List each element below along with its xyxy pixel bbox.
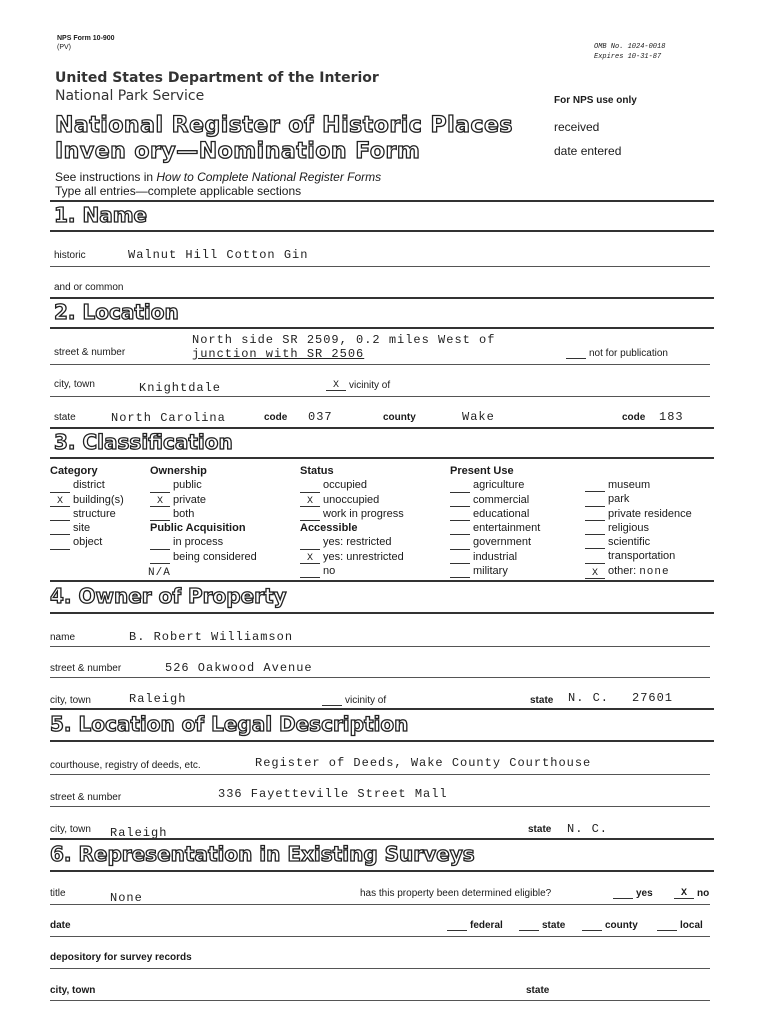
not-for-publication: not for publication [566,348,668,359]
present-use-column-1 [450,464,540,578]
checkbox-private[interactable]: X private [150,493,257,507]
public-acquisition-heading: Public Acquisition [150,522,246,535]
historic-name-value: Walnut Hill Cotton Gin [128,248,309,262]
owner-vicinity: vicinity of [322,695,386,706]
status-heading: Status [300,465,334,477]
category-column [50,464,124,550]
present-use-heading: Present Use [450,465,514,477]
divider [50,580,714,582]
owner-street-value: 526 Oakwood Avenue [165,661,313,675]
level-county[interactable]: county [582,920,638,931]
level-local[interactable]: local [657,920,703,931]
courthouse-value: Register of Deeds, Wake County Courthouse [255,756,592,770]
omb-number: OMB No. 1024-0018 [594,43,666,51]
state-code-value: 037 [308,410,333,424]
section-2-title: 2. Location [54,300,179,324]
level-state[interactable]: state [519,920,565,931]
county-value: Wake [462,410,495,424]
form-title-1: National Register of Historic Places [55,113,514,138]
checkbox-industrial[interactable]: industrial [450,550,540,564]
checkbox-site[interactable]: site [50,521,124,535]
survey-city-label: city, town [50,985,96,996]
checkbox-educational[interactable]: educational [450,507,540,521]
field-line [50,936,710,937]
city-value: Knightdale [139,381,222,395]
field-line [50,904,710,905]
checkbox-district[interactable]: district [50,478,124,492]
agency-department: United States Department of the Interior [55,70,379,86]
street-line-2-value: junction with SR 2506 [192,347,365,361]
checkbox-park[interactable]: park [585,492,692,506]
divider [50,200,714,202]
field-line [50,646,710,647]
section-3-title: 3. Classification [54,430,233,454]
owner-city-value: Raleigh [129,692,187,706]
nps-use-only: For NPS use only [554,95,637,106]
survey-title-label: title [50,888,66,899]
field-line [50,396,710,397]
divider [50,612,714,614]
legal-state-value: N. C. [567,822,609,836]
code-label: code [264,412,288,423]
owner-state-value: N. C. [568,691,610,705]
field-line [50,806,710,807]
checkbox-unoccupied[interactable]: X unoccupied [300,493,404,507]
field-line [50,266,710,267]
legal-street-label: street & number [50,792,122,803]
form-sub: (PV) [57,44,71,51]
field-line [50,364,710,365]
checkbox-yes-restricted[interactable]: yes: restricted [300,535,404,549]
divider [50,457,714,459]
checkbox-no[interactable]: no [300,564,404,578]
checkbox-occupied[interactable]: occupied [300,478,404,492]
accessible-heading: Accessible [300,522,358,535]
eligible-no[interactable]: X no [674,888,709,899]
survey-title-value: None [110,891,143,905]
checkbox-object[interactable]: object [50,535,124,549]
checkbox-religious[interactable]: religious [585,521,692,535]
field-line [50,968,710,969]
section-6-title: 6. Representation in Existing Surveys [50,842,475,866]
checkbox-commercial[interactable]: commercial [450,493,540,507]
state-value: North Carolina [111,411,226,425]
level-federal[interactable]: federal [447,920,503,931]
checkbox-transportation[interactable]: transportation [585,549,692,563]
divider [50,230,714,232]
depository-label: depository for survey records [50,952,192,963]
field-line [50,677,710,678]
agency-service: National Park Service [55,88,205,104]
form-number: NPS Form 10-900 [57,35,115,42]
ownership-column [150,464,257,564]
checkbox-in-process[interactable]: in process [150,535,257,549]
checkbox-work-in-progress[interactable]: work in progress [300,507,404,521]
status-column [300,464,404,578]
checkbox-military[interactable]: military [450,564,540,578]
owner-name-label: name [50,632,76,643]
state-label: state [54,412,76,423]
county-label: county [383,412,416,423]
street-line-1-value: North side SR 2509, 0.2 miles West of [192,333,496,347]
checkbox-entertainment[interactable]: entertainment [450,521,540,535]
section-1-title: 1. Name [54,203,148,227]
checkbox-structure[interactable]: structure [50,507,124,521]
divider [50,708,714,710]
legal-street-value: 336 Fayetteville Street Mall [218,787,448,801]
other-use-value: none [639,565,670,578]
category-heading: Category [50,465,98,477]
city-label: city, town [54,379,95,390]
owner-zip-value: 27601 [632,691,674,705]
divider [50,838,714,840]
street-label: street & number [54,347,126,358]
checkbox-government[interactable]: government [450,535,540,549]
checkbox-both[interactable]: both [150,507,257,521]
field-line [50,1000,710,1001]
common-name-label: and or common [54,282,124,293]
legal-state-label: state [528,824,552,835]
divider [50,327,714,329]
checkbox-public[interactable]: public [150,478,257,492]
instructions-line-2: Type all entries—complete applicable sections [55,184,302,198]
section-5-title: 5. Location of Legal Description [50,712,409,736]
acquisition-na: N/A [148,567,171,579]
eligible-yes[interactable]: yes [613,888,653,899]
checkbox-museum[interactable]: museum [585,478,692,492]
survey-date-label: date [50,920,71,931]
checkbox-agriculture[interactable]: agriculture [450,478,540,492]
checkbox-being-considered[interactable]: being considered [150,550,257,564]
divider [50,740,714,742]
section-4-title: 4. Owner of Property [50,584,287,608]
legal-city-label: city, town [50,824,91,835]
owner-state-label: state [530,695,554,706]
checkbox-private-residence[interactable]: private residence [585,507,692,521]
county-code-value: 183 [659,410,684,424]
received-label: received [554,120,600,134]
county-code-label: code [622,412,646,423]
field-line [50,774,710,775]
divider [50,297,714,299]
checkbox-buildings[interactable]: X building(s) [50,493,124,507]
owner-street-label: street & number [50,663,122,674]
eligible-question: has this property been determined eligible? [360,888,552,899]
checkbox-scientific[interactable]: scientific [585,535,692,549]
courthouse-label: courthouse, registry of deeds, etc. [50,760,201,771]
instructions-line-1: See instructions in How to Complete National Register Forms [55,170,382,184]
date-entered-label: date entered [554,144,622,158]
checkbox-yes-unrestricted[interactable]: X yes: unrestricted [300,550,404,564]
checkbox-other[interactable]: X other: none [585,564,692,579]
form-title-2: Inven ory—Nomination Form [55,139,421,164]
expires-date: Expires 10-31-87 [594,53,662,61]
historic-label: historic [54,250,86,261]
survey-state-label: state [526,985,550,996]
owner-name-value: B. Robert Williamson [129,630,294,644]
divider [50,427,714,429]
owner-city-label: city, town [50,695,91,706]
legal-city-value: Raleigh [110,826,168,840]
present-use-column-2 [585,478,692,579]
vicinity-of: X vicinity of [326,380,390,391]
divider [50,870,714,872]
ownership-heading: Ownership [150,465,207,477]
